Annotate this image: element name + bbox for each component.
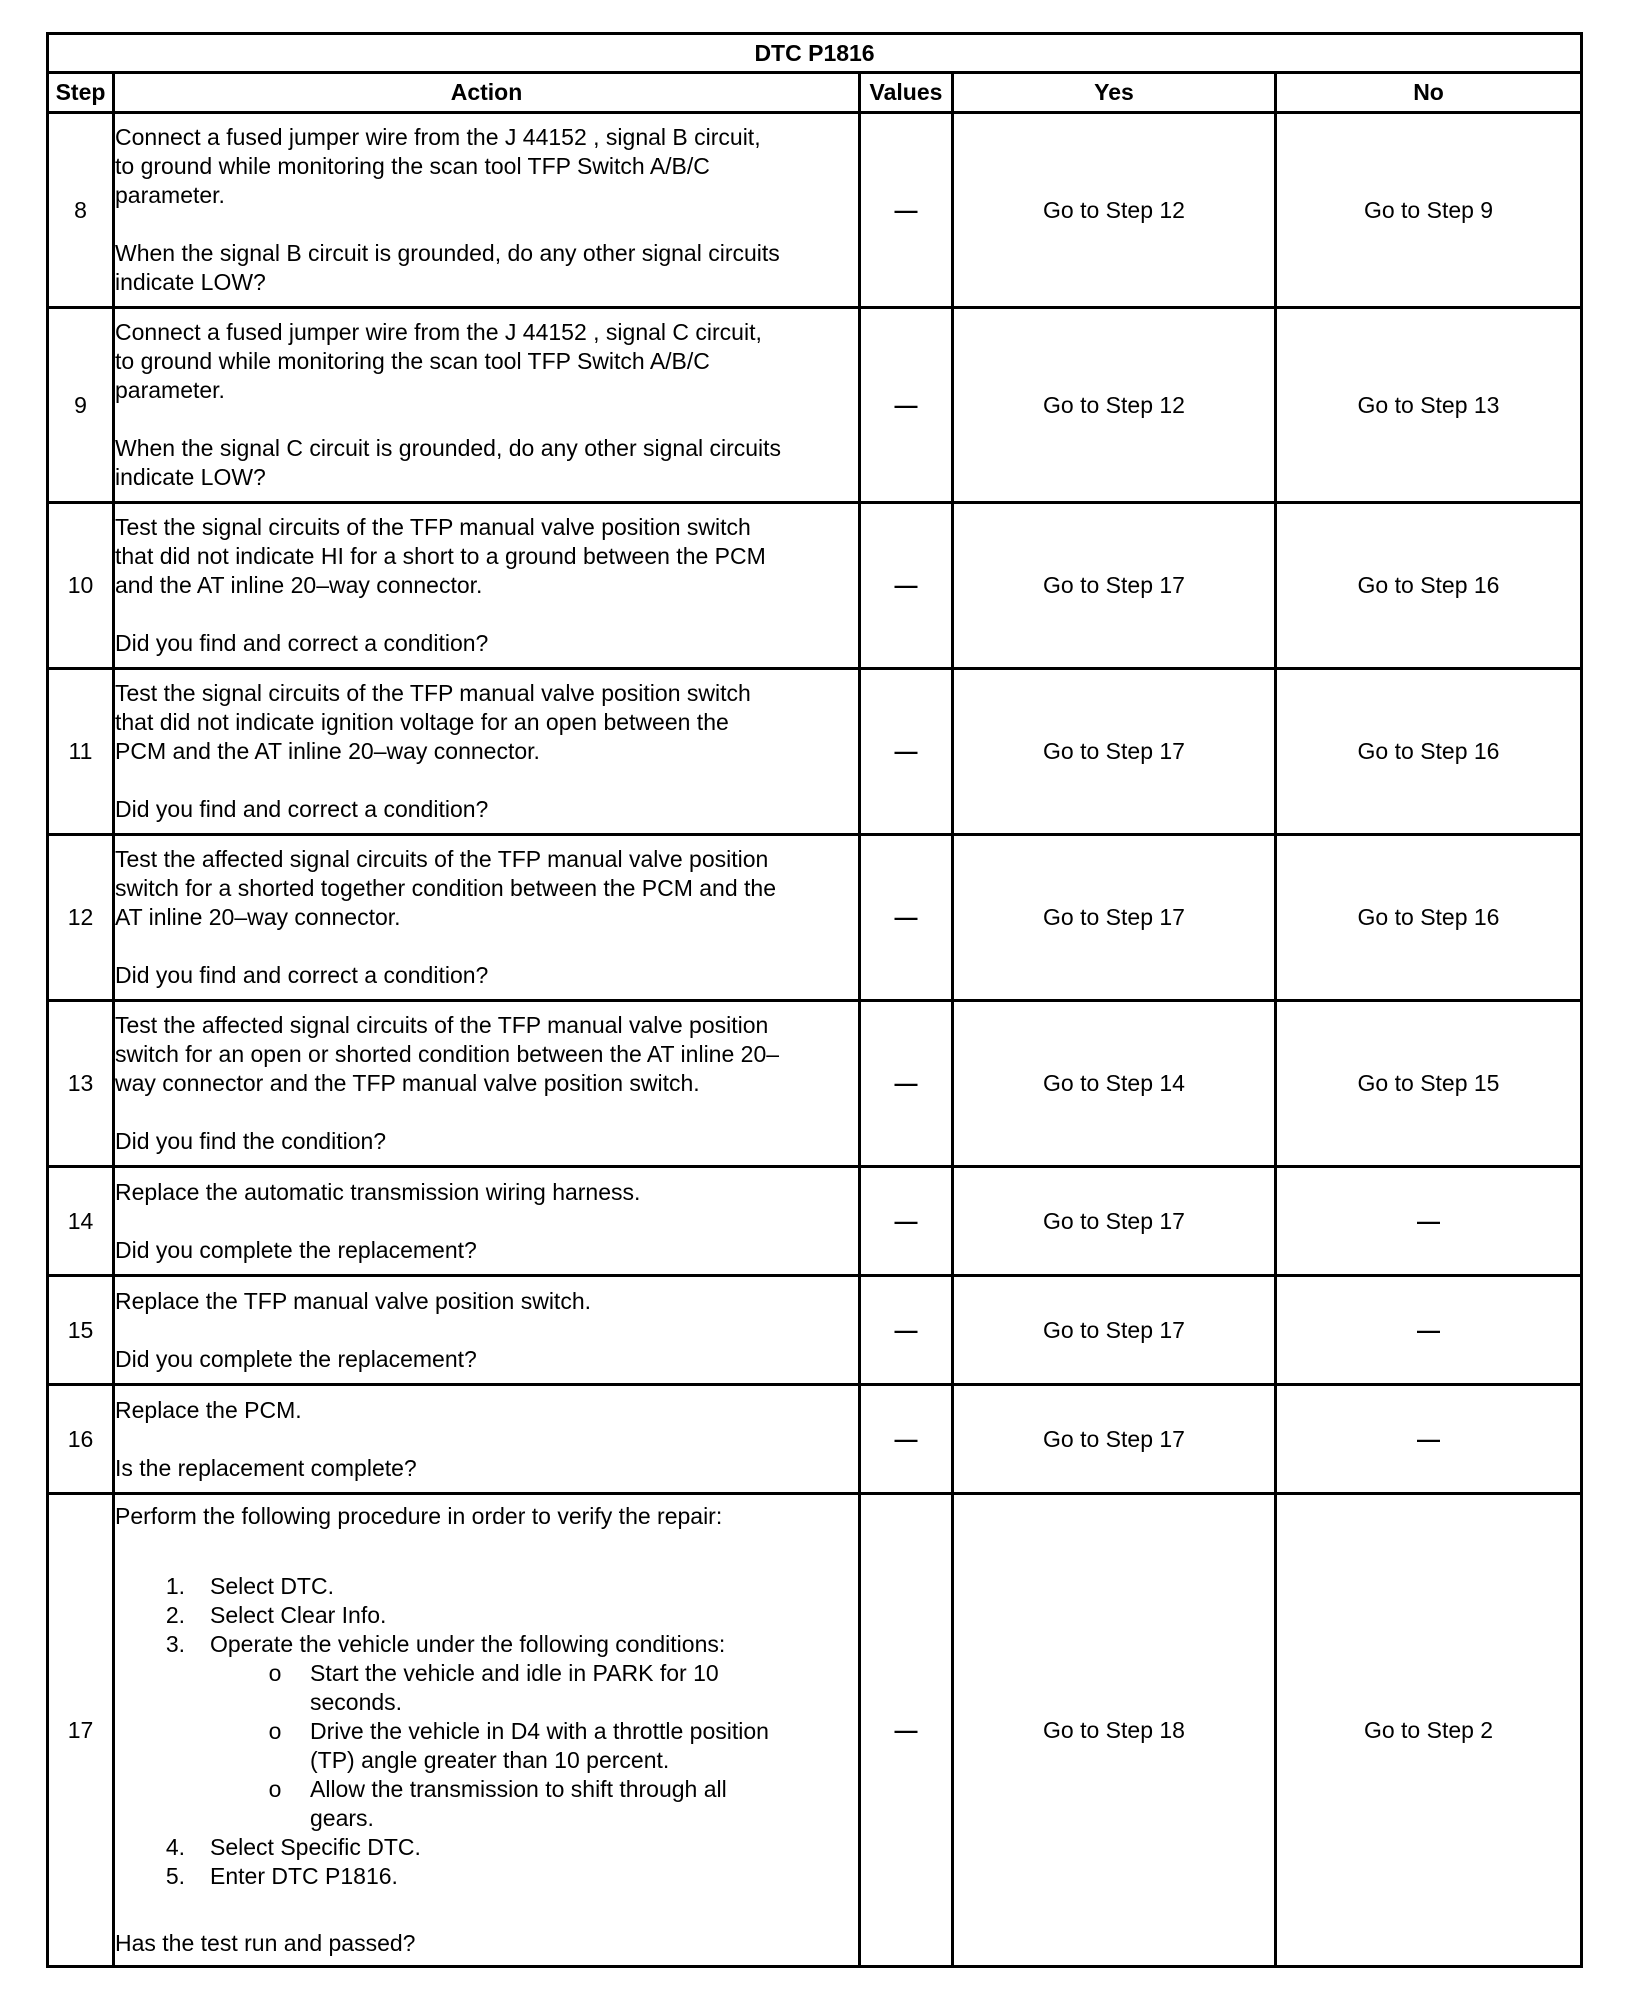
procedure-subitem-cont: seconds.	[310, 1689, 403, 1715]
action-line: Replace the PCM.	[115, 1396, 302, 1423]
step-action	[114, 308, 860, 503]
step-action	[114, 113, 860, 308]
action-question: Has the test run and passed?	[115, 1930, 416, 1956]
action-line: parameter.	[115, 182, 225, 208]
no-outcome: —	[1276, 1385, 1582, 1494]
table-row-step-14	[48, 1167, 1582, 1276]
action-line: Replace the TFP manual valve position switch.	[115, 1287, 592, 1314]
table-body	[48, 113, 1582, 1967]
step-values: —	[860, 1001, 953, 1167]
yes-outcome: Go to Step 12	[953, 113, 1276, 308]
table-row-step-17	[48, 1494, 1582, 1967]
action-line: Did you complete the replacement?	[115, 1236, 477, 1263]
step-number: 12	[48, 835, 114, 1001]
yes-outcome: Go to Step 17	[953, 1167, 1276, 1276]
no-outcome: Go to Step 16	[1276, 503, 1582, 669]
step-values: —	[860, 503, 953, 669]
header-values: Values	[860, 73, 953, 113]
table-row-step-13	[48, 1001, 1582, 1167]
action-line: way connector and the TFP manual valve position switch.	[115, 1070, 700, 1096]
procedure-subitem: o Drive the vehicle in D4 with a throttle position	[268, 1718, 769, 1744]
step-action	[114, 835, 860, 1001]
no-outcome: —	[1276, 1276, 1582, 1385]
no-outcome: Go to Step 13	[1276, 308, 1582, 503]
action-line: to ground while monitoring the scan tool TFP Switch A/B/C	[115, 348, 710, 374]
header-no: No	[1276, 73, 1582, 113]
no-outcome: Go to Step 16	[1276, 835, 1582, 1001]
table-row-step-9	[48, 308, 1582, 503]
step-number: 14	[48, 1167, 114, 1276]
action-line: Did you find and correct a condition?	[115, 796, 489, 822]
dtc-procedure-sheet	[46, 32, 1580, 1968]
step-values: —	[860, 669, 953, 835]
no-outcome: Go to Step 15	[1276, 1001, 1582, 1167]
action-line: Connect a fused jumper wire from the J 44152 , signal C circuit,	[115, 319, 762, 345]
action-intro: Perform the following procedure in order to verify the repair:	[115, 1503, 723, 1529]
step-action	[114, 503, 860, 669]
step-number: 16	[48, 1385, 114, 1494]
no-outcome: Go to Step 16	[1276, 669, 1582, 835]
action-line: that did not indicate ignition voltage for an open between the	[115, 709, 729, 735]
yes-outcome: Go to Step 14	[953, 1001, 1276, 1167]
step-number: 11	[48, 669, 114, 835]
step-number: 9	[48, 308, 114, 503]
yes-outcome: Go to Step 17	[953, 1276, 1276, 1385]
yes-outcome: Go to Step 17	[953, 503, 1276, 669]
action-line: When the signal B circuit is grounded, do any other signal circuits	[115, 240, 780, 266]
action-line: PCM and the AT inline 20–way connector.	[115, 738, 540, 764]
step-values: —	[860, 835, 953, 1001]
action-line: Connect a fused jumper wire from the J 44152 , signal B circuit,	[115, 124, 761, 150]
action-line: Did you find the condition?	[115, 1128, 387, 1154]
no-outcome: Go to Step 2	[1276, 1494, 1582, 1967]
action-line: Is the replacement complete?	[115, 1454, 417, 1481]
action-line: Test the affected signal circuits of the TFP manual valve position	[115, 846, 769, 872]
table-row-step-15	[48, 1276, 1582, 1385]
procedure-item: 2. Select Clear Info.	[165, 1602, 387, 1628]
table-row-step-12	[48, 835, 1582, 1001]
dtc-table	[46, 32, 1583, 1968]
action-line: When the signal C circuit is grounded, do any other signal circuits	[115, 435, 782, 461]
procedure-item: 3. Operate the vehicle under the following conditions:	[165, 1631, 726, 1657]
no-outcome: —	[1276, 1167, 1582, 1276]
step-action	[114, 1385, 860, 1494]
action-line: Replace the automatic transmission wiring harness.	[115, 1178, 641, 1205]
action-line: Did you complete the replacement?	[115, 1345, 477, 1372]
step-action	[114, 1001, 860, 1167]
yes-outcome: Go to Step 18	[953, 1494, 1276, 1967]
action-line: indicate LOW?	[115, 464, 266, 490]
procedure-item: 5. Enter DTC P1816.	[165, 1863, 398, 1889]
step-number: 15	[48, 1276, 114, 1385]
action-line: to ground while monitoring the scan tool TFP Switch A/B/C	[115, 153, 710, 179]
action-line: Test the affected signal circuits of the TFP manual valve position	[115, 1012, 769, 1038]
action-line: indicate LOW?	[115, 269, 266, 295]
procedure-item: 1. Select DTC.	[165, 1573, 334, 1599]
step-values: —	[860, 1494, 953, 1967]
header-step: Step	[48, 73, 114, 113]
step-action	[114, 669, 860, 835]
table-row-step-10	[48, 503, 1582, 669]
yes-outcome: Go to Step 17	[953, 1385, 1276, 1494]
step-action	[114, 1276, 860, 1385]
procedure-subitem-cont: (TP) angle greater than 10 percent.	[310, 1747, 670, 1773]
action-line: switch for a shorted together condition between the PCM and the	[115, 875, 777, 901]
step-number: 10	[48, 503, 114, 669]
yes-outcome: Go to Step 17	[953, 835, 1276, 1001]
yes-outcome: Go to Step 12	[953, 308, 1276, 503]
action-line: Test the signal circuits of the TFP manual valve position switch	[115, 680, 751, 706]
step-number: 13	[48, 1001, 114, 1167]
procedure-subitem: o Allow the transmission to shift through all	[268, 1776, 727, 1802]
step-values: —	[860, 1167, 953, 1276]
action-line: that did not indicate HI for a short to a ground between the PCM	[115, 543, 766, 569]
yes-outcome: Go to Step 17	[953, 669, 1276, 835]
step-action	[114, 1494, 860, 1967]
step-number: 8	[48, 113, 114, 308]
table-row-step-11	[48, 669, 1582, 835]
header-yes: Yes	[953, 73, 1276, 113]
step-values: —	[860, 1276, 953, 1385]
step-number: 17	[48, 1494, 114, 1967]
table-title: DTC P1816	[48, 34, 1582, 73]
table-row-step-16	[48, 1385, 1582, 1494]
step-values: —	[860, 113, 953, 308]
action-line: switch for an open or shorted condition between the AT inline 20–	[115, 1041, 780, 1067]
action-line: parameter.	[115, 377, 225, 403]
step-values: —	[860, 1385, 953, 1494]
procedure-subitem-cont: gears.	[310, 1805, 374, 1831]
step-action	[114, 1167, 860, 1276]
action-line: Test the signal circuits of the TFP manual valve position switch	[115, 514, 751, 540]
procedure-subitem: o Start the vehicle and idle in PARK for 10	[268, 1660, 719, 1686]
table-row-step-8	[48, 113, 1582, 308]
action-line: Did you find and correct a condition?	[115, 630, 489, 656]
action-line: AT inline 20–way connector.	[115, 904, 401, 930]
step-values: —	[860, 308, 953, 503]
action-line: and the AT inline 20–way connector.	[115, 572, 483, 598]
header-row	[48, 73, 1582, 113]
action-line: Did you find and correct a condition?	[115, 962, 489, 988]
procedure-item: 4. Select Specific DTC.	[165, 1834, 421, 1860]
header-action: Action	[114, 73, 860, 113]
no-outcome: Go to Step 9	[1276, 113, 1582, 308]
